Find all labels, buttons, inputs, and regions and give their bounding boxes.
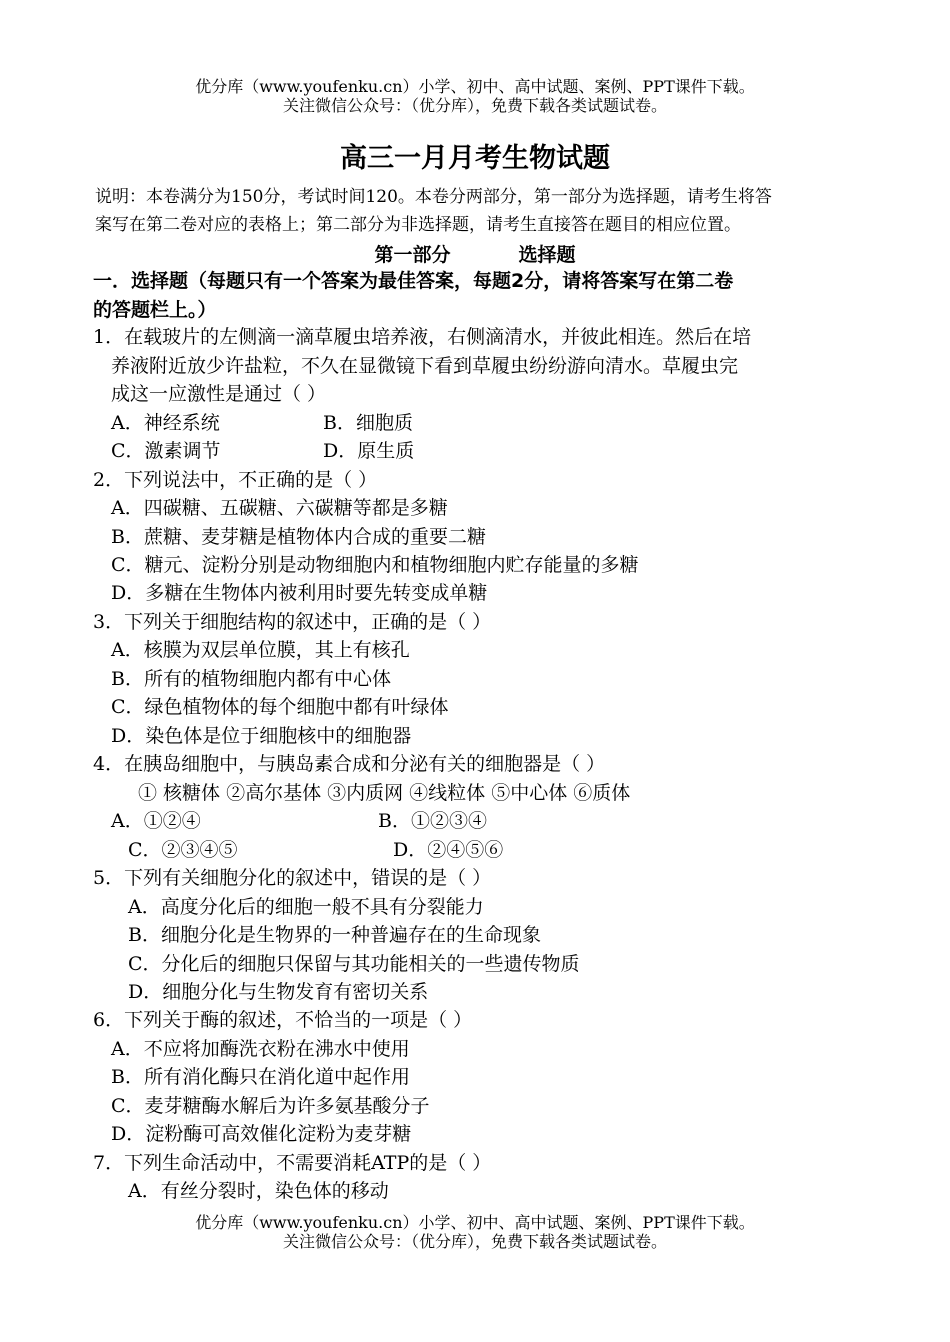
page-footer [0, 1213, 950, 1251]
q1-stem-line-3: 成这一应激性是通过（ ） [111, 383, 327, 405]
exam-note-line-1: 说明：本卷满分为150分，考试时间120。本卷分两部分，第一部分为选择题，请考生将答 [95, 187, 772, 207]
q3-stem: 3．下列关于细胞结构的叙述中，正确的是（ ） [93, 611, 492, 633]
q5-option-b: B．细胞分化是生物界的一种普遍存在的生命现象 [128, 924, 541, 946]
q1-option-c: C．激素调节 [111, 440, 221, 462]
instruction-line-2: 的答题栏上。） [93, 299, 217, 321]
q6-option-c: C．麦芽糖酶水解后为许多氨基酸分子 [111, 1095, 430, 1117]
section-part: 第一部分 [374, 244, 451, 266]
q5-option-c: C．分化后的细胞只保留与其功能相关的一些遗传物质 [128, 953, 580, 975]
q5-stem: 5．下列有关细胞分化的叙述中，错误的是（ ） [93, 867, 492, 889]
q5-option-a: A．高度分化后的细胞一般不具有分裂能力 [128, 896, 484, 918]
footer-line-2: 关注微信公众号：（优分库），免费下载各类试题试卷。 [282, 1232, 667, 1251]
instruction [93, 267, 868, 325]
q7-option-a: A．有丝分裂时，染色体的移动 [128, 1180, 389, 1202]
q1-option-a: A．神经系统 [111, 412, 220, 434]
q3-option-b: B．所有的植物细胞内都有中心体 [111, 668, 391, 690]
q4-option-d: D．②④⑤⑥ [393, 839, 504, 861]
q2-stem: 2．下列说法中，不正确的是（ ） [93, 469, 378, 491]
q4-option-b: B．①②③④ [378, 810, 487, 832]
q6-option-b: B．所有消化酶只在消化道中起作用 [111, 1066, 410, 1088]
q4-option-c: C．②③④⑤ [128, 839, 238, 861]
exam-note-line-2: 案写在第二卷对应的表格上；第二部分为非选择题，请考生直接答在题目的相应位置。 [95, 215, 741, 235]
page-title: 高三一月月考生物试题 [340, 143, 610, 174]
header-line-1: 优分库（www.youfenku.cn）小学、初中、高中试题、案例、PPT课件下载。 [195, 77, 755, 96]
q3-option-c: C．绿色植物体的每个细胞中都有叶绿体 [111, 696, 449, 718]
q2-option-d: D．多糖在生物体内被利用时要先转变成单糖 [111, 582, 488, 604]
q4-items: ① 核糖体 ②高尔基体 ③内质网 ④线粒体 ⑤中心体 ⑥质体 [138, 782, 631, 804]
q2-option-c: C．糖元、淀粉分别是动物细胞内和植物细胞内贮存能量的多糖 [111, 554, 639, 576]
page-header [0, 77, 950, 115]
q4-option-a: A．①②④ [111, 810, 201, 832]
q6-option-d: D．淀粉酶可高效催化淀粉为麦芽糖 [111, 1123, 412, 1145]
q1-stem-line-2: 养液附近放少许盐粒，不久在显微镜下看到草履虫纷纷游向清水。草履虫完 [111, 355, 739, 377]
q1-option-b: B．细胞质 [323, 412, 413, 434]
footer-line-1: 优分库（www.youfenku.cn）小学、初中、高中试题、案例、PPT课件下载。 [195, 1213, 755, 1232]
section-heading [0, 240, 950, 267]
header-line-2: 关注微信公众号：（优分库），免费下载各类试题试卷。 [282, 96, 667, 115]
q7-stem: 7．下列生命活动中，不需要消耗ATP的是（ ） [93, 1152, 492, 1174]
q3-option-a: A．核膜为双层单位膜，其上有核孔 [111, 639, 410, 661]
q5-option-d: D．细胞分化与生物发育有密切关系 [128, 981, 429, 1003]
q6-stem: 6．下列关于酶的叙述，不恰当的一项是（ ） [93, 1009, 473, 1031]
q4-stem: 4．在胰岛细胞中，与胰岛素合成和分泌有关的细胞器是（ ） [93, 753, 606, 775]
q2-option-b: B．蔗糖、麦芽糖是植物体内合成的重要二糖 [111, 526, 486, 548]
q6-option-a: A．不应将加酶洗衣粉在沸水中使用 [111, 1038, 410, 1060]
section-name: 选择题 [518, 244, 576, 266]
q3-option-d: D．染色体是位于细胞核中的细胞器 [111, 725, 412, 747]
q1-option-d: D．原生质 [323, 440, 415, 462]
instruction-line-1: 一．选择题（每题只有一个答案为最佳答案，每题2分，请将答案写在第二卷 [93, 270, 734, 292]
q1-stem-line-1: 1．在载玻片的左侧滴一滴草履虫培养液，右侧滴清水，并彼此相连。然后在培 [93, 326, 752, 348]
q2-option-a: A．四碳糖、五碳糖、六碳糖等都是多糖 [111, 497, 448, 519]
